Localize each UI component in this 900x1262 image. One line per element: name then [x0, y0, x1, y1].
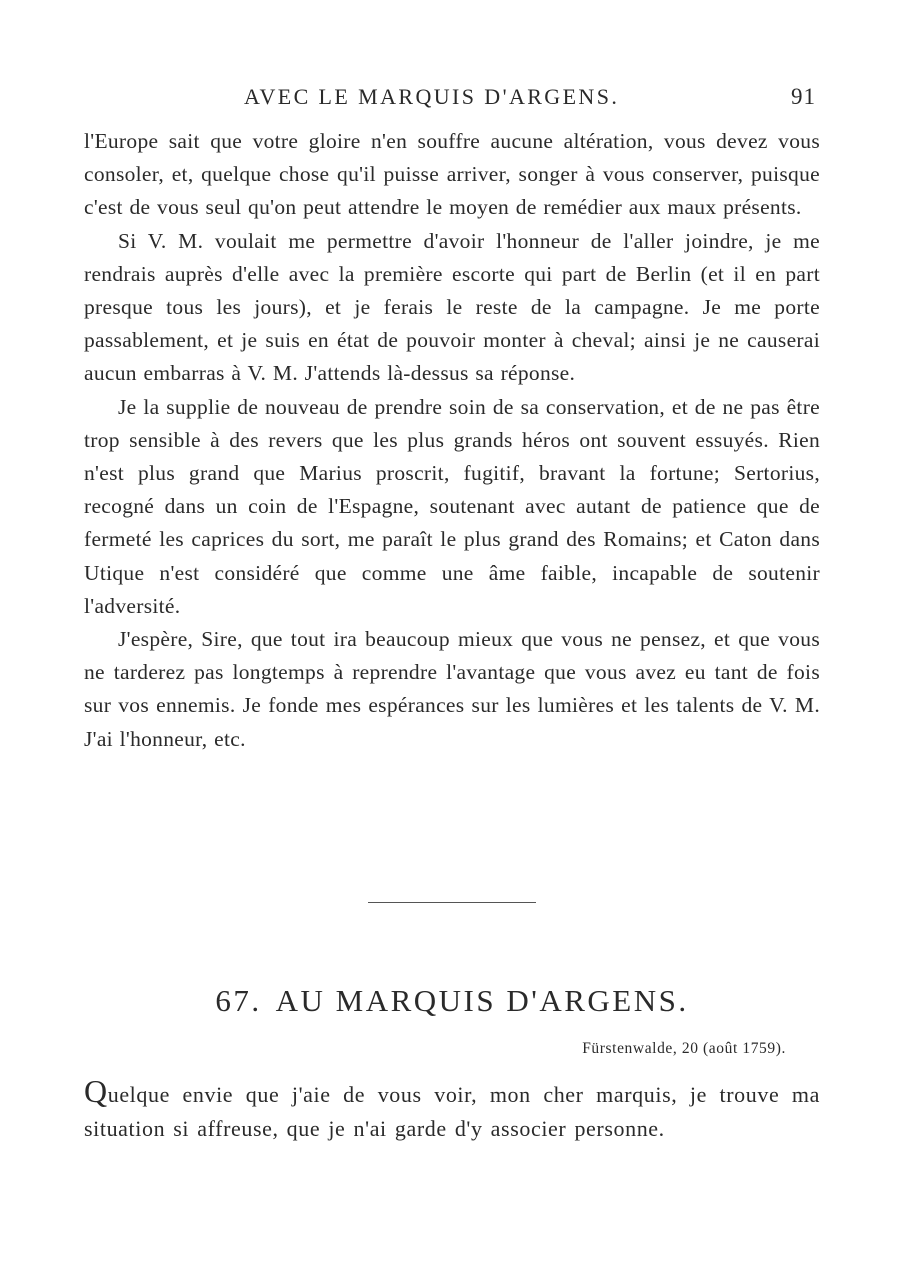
- running-title: AVEC LE MARQUIS D'ARGENS.: [244, 84, 620, 109]
- letter-opening-paragraph: [84, 1073, 820, 1146]
- book-page: [84, 0, 820, 1262]
- paragraph-3: Je la supplie de nouveau de prendre soin de sa conservation, et de ne pas être trop sensible à des revers que les plus grands héros ont souvent essuyés. Rien n'est plus grand que Marius proscrit, fugitif, bravant la fortune; Sertorius, recogné dans un coin de l'Espagne, soutenant avec autant de patience que de fermeté les caprices du sort, me paraît le plus grand des Romains; et Caton dans Utique n'est considéré que comme une âme faible, incapable de soutenir l'adversité.: [84, 394, 820, 618]
- section-divider: [368, 902, 536, 903]
- letter-opening-text: uelque envie que j'aie de vous voir, mon cher marquis, je trouve ma situation si affreuse, que je n'ai garde d'y associer personne.: [84, 1082, 820, 1141]
- paragraph-2: Si V. M. voulait me permettre d'avoir l'honneur de l'aller joindre, je me rendrais auprès d'elle avec la première escorte qui part de Berlin (et il en part presque tous les jours), et je ferais le reste de la campagne. Je me porte passablement, et je suis en état de pouvoir monter à cheval; ainsi je ne causerai aucun embarras à V. M. J'attends là-dessus sa réponse.: [84, 228, 820, 386]
- letter-continuation: [84, 125, 820, 756]
- letter-dateline: Fürstenwalde, 20 (août 1759).: [582, 1040, 786, 1057]
- running-head: [84, 84, 820, 112]
- paragraph-4: J'espère, Sire, que tout ira beaucoup mieux que vous ne pensez, et que vous ne tarderez pas longtemps à reprendre l'avantage que vous avez eu tant de fois sur vos ennemis. Je fonde mes espérances sur les lumières et les talents de V. M. J'ai l'honneur, etc.: [84, 627, 820, 751]
- letter-title: AU MARQUIS D'ARGENS.: [275, 983, 689, 1018]
- paragraph-1: l'Europe sait que votre gloire n'en souffre aucune altération, vous devez vous consoler, et, quelque chose qu'il puisse arriver, songer à vous conserver, puisque c'est de vous seul qu'on peut attendre le moyen de remédier aux maux présents.: [84, 129, 820, 220]
- page-number: 91: [791, 84, 816, 109]
- letter-number: 67.: [215, 983, 262, 1018]
- letter-body: [84, 1073, 820, 1146]
- drop-cap: Q: [84, 1073, 108, 1109]
- letter-heading: [84, 983, 820, 1019]
